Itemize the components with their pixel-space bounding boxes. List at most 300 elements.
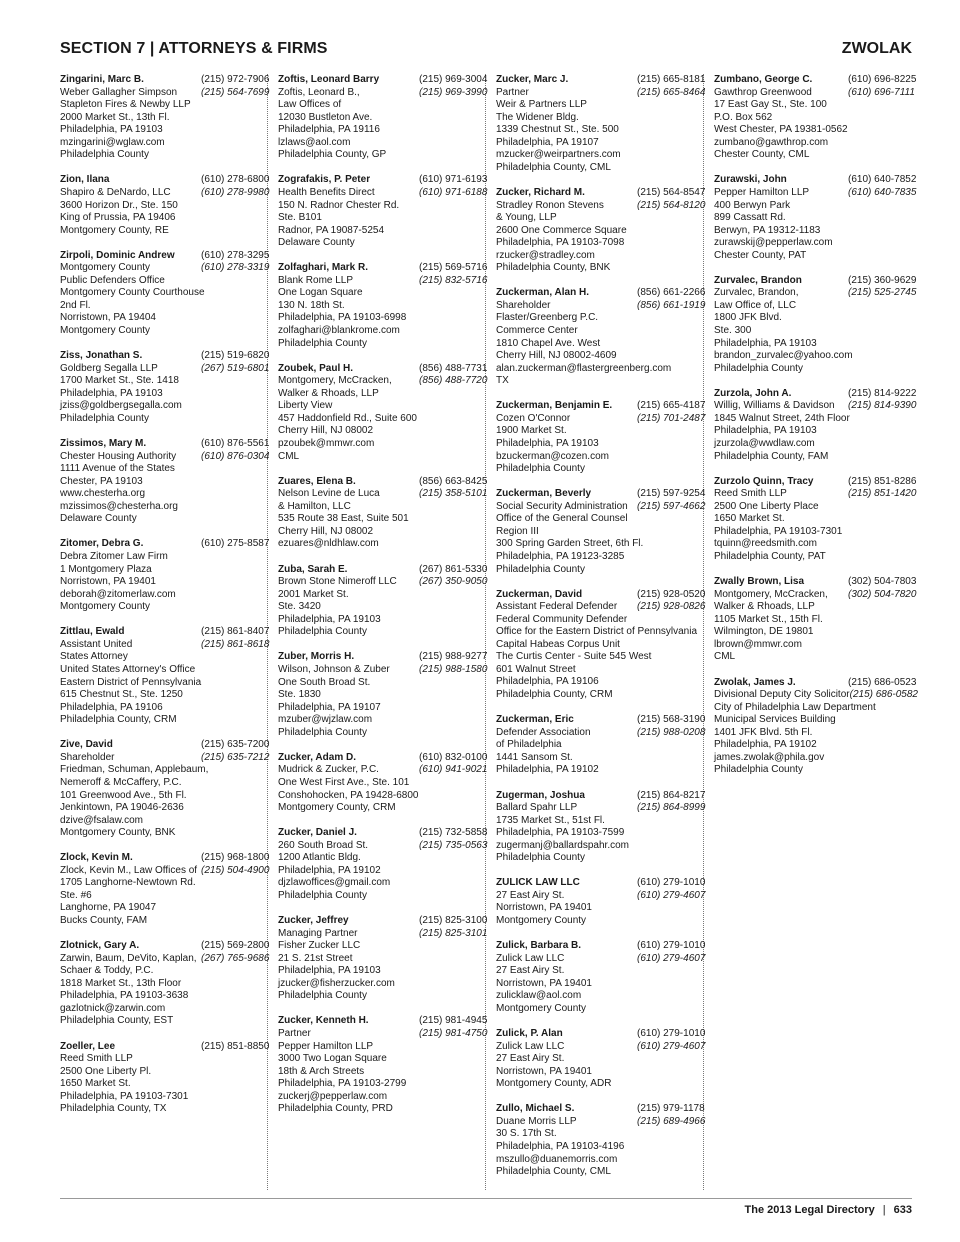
phone-number: (215) 825-3100 [419,915,488,927]
entry-detail-line: Law Office of, LLC [714,299,797,311]
entry-detail-line: Norristown, PA 19401 [496,977,592,989]
phone-number: (856) 661-2266 [637,287,706,299]
entry-detail-line: of Philadelphia [496,739,562,751]
attorney-name: Zitomer, Debra G. [60,538,144,550]
entry-detail-line: Office of the General Counsel [496,513,628,525]
entry-detail-line: Philadelphia, PA 19116 [278,124,380,136]
entry-detail-line: Zulick Law LLC [496,952,565,964]
entry-detail-line: Reed Smith LLP [60,1053,133,1065]
phone-number: (610) 278-6800 [201,174,270,186]
entry-detail-line: Ste. 3420 [278,601,321,613]
fax-number: (215) 358-5101 [419,488,488,500]
entry-detail-line: 27 East Airy St. [496,889,565,901]
entry-detail-line: jzucker@fisherzucker.com [278,977,395,989]
entry-detail-line: 1818 Market St., 13th Floor [60,977,182,989]
entry-detail-line: zugermanj@ballardspahr.com [496,839,629,851]
entry-detail-line: Philadelphia, PA 19103-7599 [496,827,625,839]
entry-detail-line: Cherry Hill, NJ 08002-4609 [496,350,617,362]
directory-entry [60,852,270,927]
phone-number: (610) 971-6193 [419,174,488,186]
entry-detail-line: 260 South Broad St. [278,839,369,851]
entry-detail-line: lzlaws@aol.com [278,136,351,148]
entry-detail-line: 400 Berwyn Park [714,199,791,211]
entry-detail-line: Liberty View [278,400,333,412]
entry-detail-line: United States Attorney's Office [60,663,196,675]
entry-detail-line: Philadelphia, PA 19103 [714,337,817,349]
attorney-name: Zuckerman, Benjamin E. [496,400,613,412]
fax-number: (215) 988-0208 [637,726,706,738]
entry-detail-line: Stradley Ronon Stevens [496,199,604,211]
entry-detail-line: Montgomery County [496,1002,587,1014]
entry-detail-line: Philadelphia County, CRM [496,689,613,701]
entry-detail-line: 27 East Airy St. [496,1053,565,1065]
entry-detail-line: Philadelphia, PA 19103 [278,965,381,977]
phone-number: (215) 569-5716 [419,262,488,274]
entry-detail-line: bzuckerman@cozen.com [496,450,609,462]
attorney-name: Zirpoli, Dominic Andrew [60,249,175,261]
entry-detail-line: One South Broad St. [278,676,371,688]
phone-number: (856) 488-7731 [419,362,488,374]
phone-number: (215) 360-9629 [848,274,917,286]
entry-detail-line: 300 Spring Garden Street, 6th Fl. [496,538,644,550]
fax-number: (856) 488-7720 [419,375,488,387]
entry-detail-line: Philadelphia, PA 19103-7098 [496,237,625,249]
phone-number: (610) 279-1010 [637,940,706,952]
attorney-name: Zucker, Adam D. [278,751,356,763]
entry-detail-line: Managing Partner [278,927,358,939]
entry-detail-line: Stapleton Fires & Newby LLP [60,99,191,111]
entry-detail-line: 615 Chestnut St., Ste. 1250 [60,689,183,701]
entry-detail-line: Wilmington, DE 19801 [714,626,814,638]
entry-detail-line: dzive@fsalaw.com [60,814,143,826]
entry-detail-line: Philadelphia County, PAT [714,550,826,562]
entry-detail-line: Philadelphia County [278,726,367,738]
entry-detail-line: Philadelphia, PA 19103-3638 [60,990,189,1002]
entry-detail-line: Duane Morris LLP [496,1115,577,1127]
entry-detail-line: Walker & Rhoads, LLP [714,601,815,613]
entry-detail-line: Pepper Hamilton LLP [714,186,810,198]
attorney-name: Zucker, Marc J. [496,74,569,85]
entry-detail-line: Assistant Federal Defender [496,601,618,613]
entry-detail-line: 1105 Market St., 15th Fl. [714,613,823,625]
directory-entry [496,588,706,702]
attorney-name: ZULICK LAW LLC [496,877,580,889]
directory-entry [60,626,270,726]
fax-number: (610) 279-4607 [637,1040,706,1052]
fax-number: (215) 864-8999 [637,802,706,814]
entry-detail-line: Montgomery County Courthouse [60,287,205,299]
attorney-name: Zurzolo Quinn, Tracy [714,475,814,487]
fax-number: (610) 876-0304 [201,450,270,462]
entry-detail-line: Philadelphia, PA 19102 [714,739,817,751]
entry-detail-line: Philadelphia County [278,990,367,1002]
entry-detail-line: Montgomery, McCracken, [278,375,392,387]
entry-detail-line: Health Benefits Direct [278,186,375,198]
entry-detail-line: Norristown, PA 19401 [496,902,592,914]
entry-detail-line: Eastern District of Pennsylvania [60,676,202,688]
entry-detail-line: Cherry Hill, NJ 08002 [278,525,374,537]
attorney-name: Zucker, Richard M. [496,186,585,198]
entry-detail-line: 3600 Horizon Dr., Ste. 150 [60,199,178,211]
entry-detail-line: Shareholder [60,751,115,763]
entry-detail-line: Philadelphia, PA 19103-2799 [278,1078,407,1090]
entry-detail-line: Defender Association [496,726,591,738]
phone-number: (215) 665-8181 [637,74,706,85]
fax-number: (215) 635-7212 [201,751,270,763]
entry-detail-line: 130 N. 18th St. [278,299,345,311]
entry-detail-line: Federal Community Defender [496,613,628,625]
entry-detail-line: 535 Route 38 East, Suite 501 [278,513,409,525]
entry-detail-line: Philadelphia, PA 19103 [60,387,163,399]
attorney-name: Zucker, Daniel J. [278,827,357,839]
entry-detail-line: 1735 Market St., 51st Fl. [496,814,605,826]
entry-detail-line: Philadelphia County, CML [496,161,611,173]
fax-number: (302) 504-7820 [848,588,917,600]
directory-entry [496,186,706,275]
entry-detail-line: Montgomery County, ADR [496,1078,612,1090]
fax-number: (856) 661-1919 [637,299,706,311]
fax-number: (215) 564-8120 [637,199,706,211]
page-header [60,40,912,64]
entry-detail-line: Jenkintown, PA 19046-2636 [60,802,184,814]
entry-detail-line: Debra Zitomer Law Firm [60,551,168,563]
attorney-name: Zuares, Elena B. [278,475,356,487]
entry-detail-line: deborah@zitomerlaw.com [60,588,176,600]
entry-detail-line: Philadelphia County [714,362,803,374]
entry-detail-line: Ste. #6 [60,889,92,901]
entry-detail-line: mzingarini@wglaw.com [60,136,165,148]
entry-detail-line: Philadelphia, PA 19107 [278,701,381,713]
page-number: 633 [893,1204,912,1216]
phone-number: (856) 663-8425 [419,475,488,487]
phone-number: (610) 278-3295 [201,249,270,261]
entry-detail-line: zumbano@gawthrop.com [714,136,829,148]
entry-detail-line: 2001 Market St. [278,588,349,600]
entry-detail-line: mszullo@duanemorris.com [496,1153,618,1165]
entry-detail-line: Radnor, PA 19087-5254 [278,224,385,236]
attorney-name: Zingarini, Marc B. [60,74,144,85]
entry-detail-line: Ballard Spahr LLP [496,802,578,814]
entry-detail-line: Philadelphia County, CML [496,1166,611,1178]
directory-entry [714,74,917,162]
attorney-name: Zuber, Morris H. [278,651,355,663]
entry-detail-line: Brown Stone Nimeroff LLC [278,576,397,588]
entry-detail-line: Norristown, PA 19404 [60,312,156,324]
fax-number: (215) 825-3101 [419,927,488,939]
directory-column-4 [714,74,918,1190]
entry-detail-line: Zulick Law LLC [496,1040,565,1052]
directory-entry [278,1015,488,1115]
attorney-name: Zuckerman, David [496,588,583,600]
directory-entry [278,174,488,249]
entry-detail-line: 30 S. 17th St. [496,1128,557,1140]
phone-number: (215) 861-8407 [201,626,270,638]
phone-number: (267) 861-5330 [419,563,488,575]
entry-detail-line: King of Prussia, PA 19406 [60,212,176,224]
directory-entry [278,751,488,815]
entry-detail-line: 21 S. 21st Street [278,952,353,964]
attorney-name: Zissimos, Mary M. [60,438,147,450]
entry-detail-line: Philadelphia, PA 19107 [496,136,599,148]
attorney-name: Zucker, Kenneth H. [278,1015,369,1027]
fax-number: (267) 350-9050 [419,576,488,588]
entry-detail-line: & Hamilton, LLC [278,500,351,512]
footer-rule [60,1198,912,1199]
footer-title: The 2013 Legal Directory [744,1204,875,1216]
entry-detail-line: Zurvalec, Brandon, [714,287,799,299]
directory-entry [278,915,488,1003]
directory-entry [714,174,917,262]
entry-detail-line: Delaware County [278,237,355,249]
entry-detail-line: gazlotnick@zarwin.com [60,1002,166,1014]
entry-detail-line: Schaer & Toddy, P.C. [60,965,154,977]
phone-number: (215) 851-8286 [848,475,917,487]
entry-detail-line: 1111 Avenue of the States [60,463,175,475]
directory-entry [496,488,706,576]
entry-detail-line: www.chesterha.org [60,488,146,500]
entry-detail-line: Capital Habeas Corpus Unit [496,638,620,650]
entry-detail-line: Mudrick & Zucker, P.C. [278,764,379,776]
entry-detail-line: Philadelphia, PA 19106 [60,701,163,713]
directory-entry [60,174,270,237]
entry-detail-line: Montgomery, McCracken, [714,588,828,600]
entry-detail-line: Montgomery County, RE [60,224,169,236]
attorney-name: Zulick, Barbara B. [496,940,582,952]
entry-detail-line: Philadelphia, PA 19103-7301 [714,525,843,537]
entry-detail-line: mzissimos@chesterha.org [60,500,178,512]
entry-detail-line: 2600 One Commerce Square [496,224,627,236]
entry-detail-line: 1700 Market St., Ste. 1418 [60,375,179,387]
entry-detail-line: tquinn@reedsmith.com [714,538,817,550]
entry-detail-line: Montgomery County [60,262,151,274]
attorney-name: Zuba, Sarah E. [278,563,348,575]
entry-detail-line: Philadelphia, PA 19102 [278,864,381,876]
entry-detail-line: Friedman, Schuman, Applebaum, [60,764,209,776]
directory-entry [60,438,270,526]
entry-detail-line: Bucks County, FAM [60,915,148,927]
entry-detail-line: james.zwolak@phila.gov [714,751,825,763]
directory-entry [496,940,706,1015]
directory-entry [496,287,706,387]
attorney-name: Zlock, Kevin M. [60,852,133,864]
phone-number: (215) 686-0523 [848,676,917,688]
entry-detail-line: Goldberg Segalla LLP [60,362,158,374]
phone-number: (610) 876-5561 [201,438,270,450]
phone-number: (610) 640-7852 [848,174,917,186]
entry-detail-line: Philadelphia, PA 19123-3285 [496,550,625,562]
entry-detail-line: alan.zuckerman@flastergreenberg.com [496,362,672,374]
entry-detail-line: Philadelphia County [60,412,149,424]
entry-detail-line: One Logan Square [278,287,363,299]
phone-number: (215) 928-0520 [637,588,706,600]
entry-detail-line: Philadelphia County, BNK [496,262,611,274]
directory-entry [496,1028,706,1091]
fax-number: (215) 701-2487 [637,412,706,424]
attorney-name: Zurzola, John A. [714,387,792,399]
fax-number: (215) 735-0563 [419,839,488,851]
entry-detail-line: Montgomery County [496,915,587,927]
directory-entry [60,74,270,162]
footer-separator: | [882,1204,886,1216]
entry-detail-line: Philadelphia, PA 19106 [496,676,599,688]
directory-column-1 [60,74,268,1190]
fax-number: (610) 696-7111 [848,86,915,98]
attorney-name: Zulick, P. Alan [496,1028,563,1040]
entry-detail-line: Chester County, CML [714,149,810,161]
entry-detail-line: 1441 Sansom St. [496,751,573,763]
directory-entry [278,563,488,639]
entry-detail-line: Social Security Administration [496,500,628,512]
entry-detail-line: 899 Cassatt Rd. [714,212,786,224]
phone-number: (215) 665-4187 [637,400,706,412]
entry-detail-line: Law Offices of [278,99,342,111]
entry-detail-line: jzurzola@wwdlaw.com [714,438,815,449]
entry-detail-line: 1401 JFK Blvd. 5th Fl. [714,726,813,738]
entry-detail-line: Office for the Eastern District of Pennsylvania [496,626,698,638]
entry-detail-line: Montgomery County, BNK [60,827,176,839]
attorney-name: Zoftis, Leonard Barry [278,74,380,85]
entry-detail-line: Fisher Zucker LLC [278,940,361,952]
directory-entry [278,475,488,551]
fax-number: (215) 861-8618 [201,638,270,650]
entry-detail-line: 18th & Arch Streets [278,1065,365,1077]
entry-detail-line: Montgomery County [60,325,151,337]
entry-detail-line: Weir & Partners LLP [496,99,587,111]
fax-number: (215) 981-4750 [419,1028,488,1040]
entry-detail-line: mzucker@weirpartners.com [496,149,621,161]
directory-entry [496,1103,706,1178]
entry-detail-line: 2000 Market St., 13th Fl. [60,111,170,123]
entry-detail-line: Conshohocken, PA 19428-6800 [278,789,419,801]
fax-number: (215) 928-0826 [637,601,706,613]
entry-detail-line: 457 Haddonfield Rd., Suite 600 [278,412,417,424]
fax-number: (215) 564-7699 [201,86,270,98]
entry-detail-line: zolfaghari@blankrome.com [278,325,400,337]
attorney-name: Zuckerman, Eric [496,714,574,726]
entry-detail-line: Zlock, Kevin M., Law Offices of [60,864,198,876]
directory-column-2 [278,74,486,1190]
directory-entry [60,249,270,338]
entry-detail-line: Philadelphia County [278,889,367,901]
entry-detail-line: Philadelphia County [496,463,585,475]
entry-detail-line: Commerce Center [496,325,578,337]
entry-detail-line: CML [278,450,300,462]
entry-detail-line: Reed Smith LLP [714,488,787,500]
fax-number: (215) 832-5716 [419,274,488,286]
directory-entry [60,1040,270,1116]
entry-detail-line: Cozen O'Connor [496,412,571,424]
entry-detail-line: Pepper Hamilton LLP [278,1040,374,1052]
entry-detail-line: Flaster/Greenberg P.C. [496,312,599,324]
fax-number: (215) 504-4900 [201,864,270,876]
entry-detail-line: Cherry Hill, NJ 08002 [278,425,374,437]
attorney-name: Zion, Ilana [60,174,110,186]
phone-number: (302) 504-7803 [848,576,917,588]
fax-number: (215) 851-1420 [848,488,917,500]
directory-entry [496,789,706,865]
directory-entry [714,576,917,664]
entry-detail-line: 101 Greenwood Ave., 5th Fl. [60,789,187,801]
entry-detail-line: Ste. 300 [714,325,752,337]
entry-detail-line: Philadelphia, PA 19103-4196 [496,1141,625,1152]
entry-detail-line: 1800 JFK Blvd. [714,312,782,324]
phone-number: (610) 279-1010 [637,877,706,889]
entry-detail-line: Partner [496,86,529,98]
entry-detail-line: Ste. B101 [278,212,322,224]
entry-detail-line: Philadelphia County, CRM [60,714,177,726]
entry-detail-line: Philadelphia, PA 19103 [278,613,381,625]
entry-detail-line: City of Philadelphia Law Department [714,701,876,713]
attorney-name: Zurawski, John [714,174,787,186]
fax-number: (610) 640-7835 [848,186,917,198]
fax-number: (610) 971-6188 [419,186,488,198]
entry-detail-line: Region III [496,525,539,537]
entry-detail-line: Philadelphia County [278,337,367,349]
fax-number: (267) 765-9686 [201,952,270,964]
entry-detail-line: Weber Gallagher Simpson [60,86,178,98]
phone-number: (215) 979-1178 [637,1103,705,1115]
directory-entry [496,877,706,927]
entry-detail-line: Norristown, PA 19401 [496,1065,592,1077]
entry-detail-line: Wilson, Johnson & Zuber [278,663,390,675]
entry-detail-line: P.O. Box 562 [714,111,773,123]
entry-detail-line: Philadelphia, PA 19102 [496,764,599,776]
entry-detail-line: zuckerj@pepperlaw.com [278,1090,388,1102]
entry-detail-line: 1810 Chapel Ave. West [496,337,601,349]
entry-detail-line: lbrown@mmwr.com [714,638,802,650]
fax-number: (610) 279-4607 [637,889,706,901]
phone-number: (215) 981-4945 [419,1015,488,1027]
entry-detail-line: 3000 Two Logan Square [278,1053,387,1065]
entry-detail-line: The Curtis Center - Suite 545 West [496,651,652,663]
entry-detail-line: TX [496,375,509,387]
phone-number: (215) 972-7906 [201,74,270,85]
entry-detail-line: CML [714,651,736,663]
section-title: SECTION 7 | ATTORNEYS & FIRMS [60,40,328,57]
entry-detail-line: 27 East Airy St. [496,965,565,977]
entry-detail-line: Shapiro & DeNardo, LLC [60,186,171,198]
entry-detail-line: The Widener Bldg. [496,111,579,123]
entry-detail-line: pzoubek@mmwr.com [278,438,375,449]
directory-entry [496,714,706,777]
directory-entry [278,651,488,739]
fax-number: (215) 988-1580 [419,663,488,675]
entry-detail-line: 150 N. Radnor Chester Rd. [278,199,400,211]
entry-detail-line: 2500 One Liberty Pl. [60,1065,152,1077]
attorney-name: Zucker, Jeffrey [278,915,349,927]
directory-entry [60,350,270,425]
phone-number: (215) 635-7200 [201,739,270,751]
fax-number: (610) 278-3319 [201,262,270,274]
entry-detail-line: & Young, LLP [496,212,557,224]
entry-detail-line: Chester, PA 19103 [60,475,143,487]
entry-detail-line: 1650 Market St. [60,1078,131,1090]
phone-number: (215) 597-9254 [637,488,706,500]
entry-detail-line: Nelson Levine de Luca [278,488,380,500]
phone-number: (215) 851-8850 [201,1040,270,1052]
attorney-name: Zive, David [60,739,113,751]
entry-detail-line: West Chester, PA 19381-0562 [714,124,848,136]
entry-detail-line: 1650 Market St. [714,513,785,525]
directory-entry [714,475,917,564]
attorney-name: Zoubek, Paul H. [278,362,354,374]
entry-detail-line: Montgomery County [60,601,151,613]
entry-detail-line: mzuber@wjzlaw.com [278,714,373,726]
fax-number: (610) 279-4607 [637,952,706,964]
phone-number: (215) 814-9222 [848,387,917,399]
directory-entry [496,74,706,174]
fax-number: (215) 689-4966 [637,1115,706,1127]
